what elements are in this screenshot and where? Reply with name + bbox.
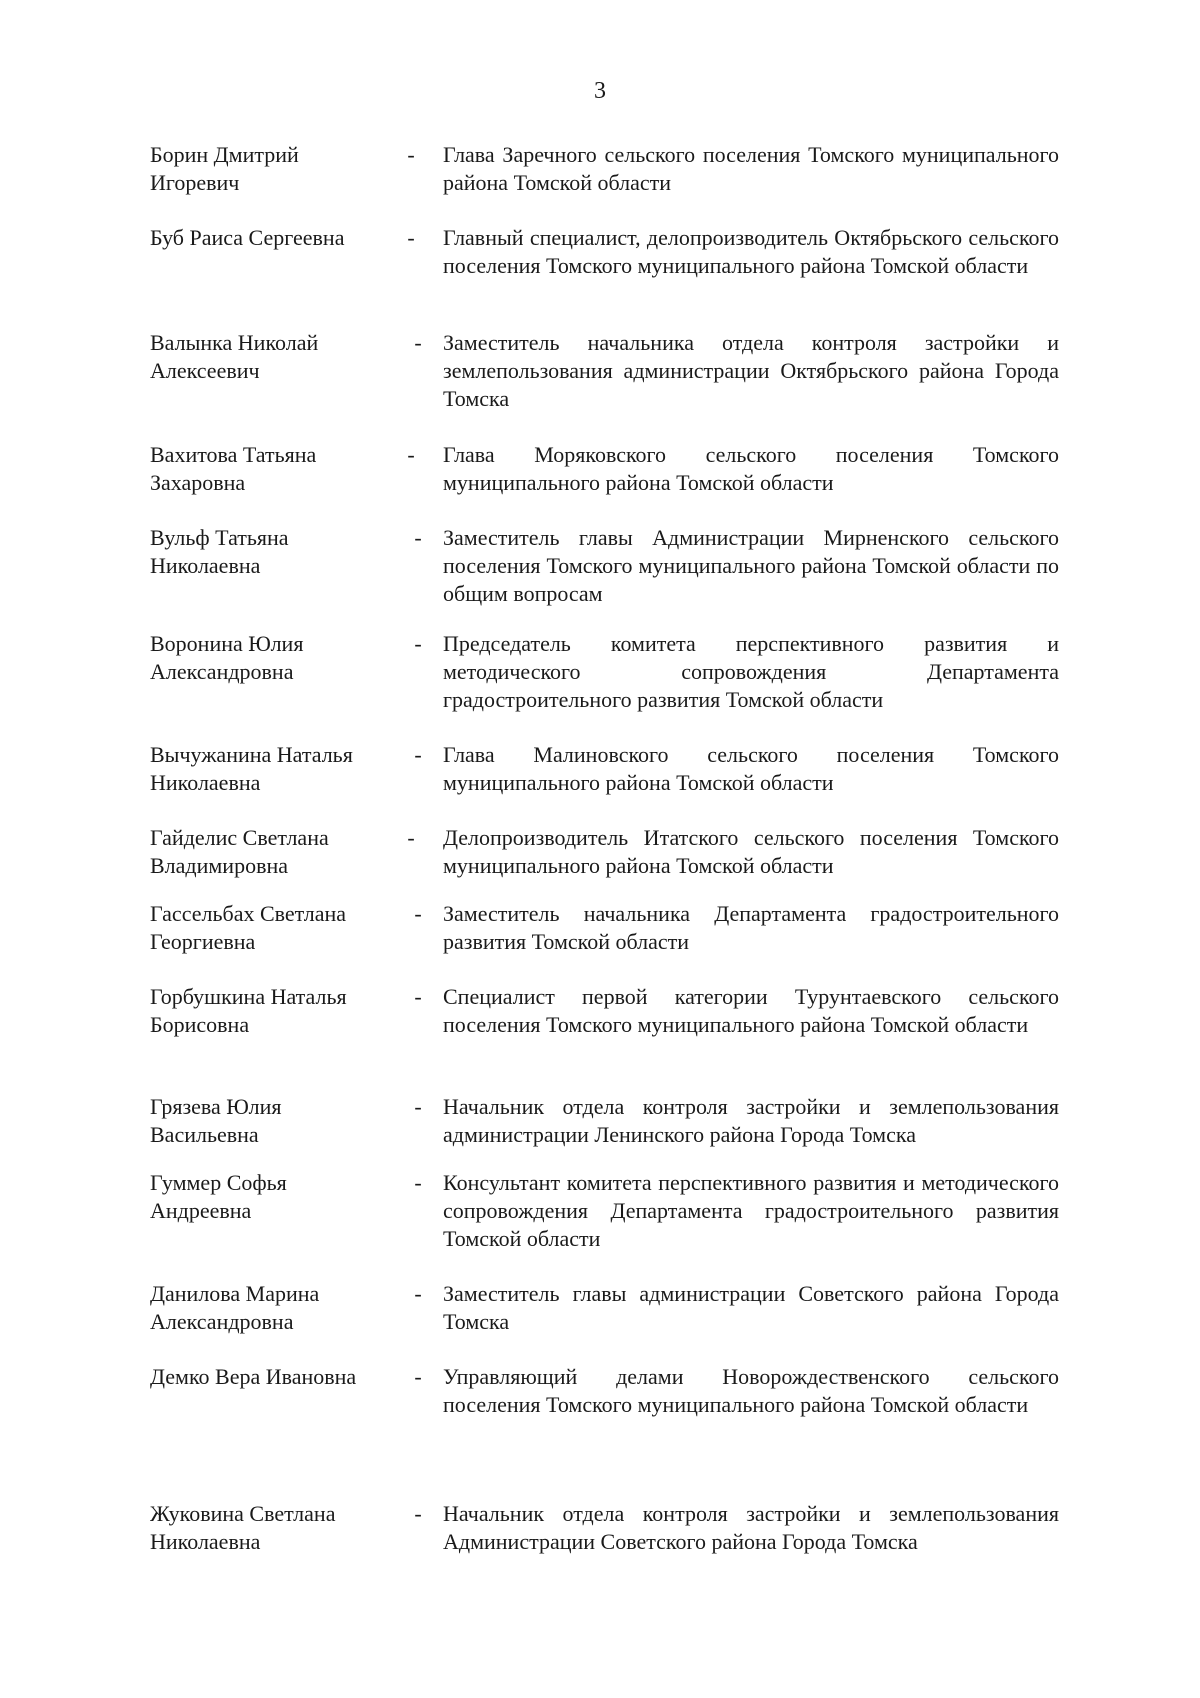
member-position: Главный специалист, делопроизводитель Октябрьского сельского поселения Томского муниципального района Томской области xyxy=(443,225,1059,278)
member-name: Гайделис Светлана Владимировна xyxy=(150,825,329,878)
member-name: Гуммер Софья Андреевна xyxy=(150,1170,287,1223)
member-position: Делопроизводитель Итатского сельского поселения Томского муниципального района Томской области xyxy=(443,825,1059,878)
member-name: Вульф Татьяна Николаевна xyxy=(150,525,289,578)
dash-separator: - xyxy=(414,525,422,550)
member-position: Заместитель главы Администрации Мирненского сельского поселения Томского муниципального района Томской области по общим вопросам xyxy=(443,525,1059,606)
member-name: Жуковина Светлана Николаевна xyxy=(150,1501,336,1554)
member-position: Глава Моряковского сельского поселения Томского муниципального района Томской области xyxy=(443,442,1059,495)
member-position: Заместитель главы администрации Советского района Города Томска xyxy=(443,1281,1059,1334)
dash-separator: - xyxy=(407,442,415,467)
member-position: Глава Заречного сельского поселения Томского муниципального района Томской области xyxy=(443,142,1059,195)
member-position: Председатель комитета перспективного развития и методического сопровождения Департамента градостроительного развития Томской области xyxy=(443,631,1059,712)
member-position: Заместитель начальника отдела контроля застройки и землепользования администрации Октябрьского района Города Томска xyxy=(443,330,1059,411)
member-name: Гассельбах Светлана Георгиевна xyxy=(150,901,347,954)
dash-separator: - xyxy=(414,984,422,1009)
member-position: Начальник отдела контроля застройки и землепользования администрации Ленинского района Города Томска xyxy=(443,1094,1059,1147)
member-name: Борин Дмитрий Игоревич xyxy=(150,142,299,195)
member-position: Заместитель начальника Департамента градостроительного развития Томской области xyxy=(443,901,1059,954)
member-position: Консультант комитета перспективного развития и методического сопровождения Департамента градостроительного развития Томской области xyxy=(443,1170,1059,1251)
member-position: Специалист первой категории Турунтаевского сельского поселения Томского муниципального района Томской области xyxy=(443,984,1059,1037)
dash-separator: - xyxy=(414,631,422,656)
member-name: Воронина Юлия Александровна xyxy=(150,631,304,684)
dash-separator: - xyxy=(407,825,415,850)
member-name: Горбушкина Наталья Борисовна xyxy=(150,984,347,1037)
dash-separator: - xyxy=(414,330,422,355)
dash-separator: - xyxy=(407,225,415,250)
dash-separator: - xyxy=(414,1501,422,1526)
member-name: Буб Раиса Сергеевна xyxy=(150,225,345,250)
page-number: 3 xyxy=(594,78,606,104)
dash-separator: - xyxy=(407,142,415,167)
member-name: Демко Вера Ивановна xyxy=(150,1364,357,1389)
member-name: Грязева Юлия Васильевна xyxy=(150,1094,282,1147)
member-name: Вахитова Татьяна Захаровна xyxy=(150,442,317,495)
dash-separator: - xyxy=(414,1170,422,1195)
dash-separator: - xyxy=(414,1281,422,1306)
dash-separator: - xyxy=(414,901,422,926)
member-position: Глава Малиновского сельского поселения Томского муниципального района Томской области xyxy=(443,742,1059,795)
dash-separator: - xyxy=(414,1364,422,1389)
member-name: Вычужанина Наталья Николаевна xyxy=(150,742,353,795)
member-name: Валынка Николай Алексеевич xyxy=(150,330,319,383)
member-position: Начальник отдела контроля застройки и землепользования Администрации Советского района Города Томска xyxy=(443,1501,1059,1554)
dash-separator: - xyxy=(414,742,422,767)
dash-separator: - xyxy=(414,1094,422,1119)
member-position: Управляющий делами Новорождественского сельского поселения Томского муниципального района Томской области xyxy=(443,1364,1059,1417)
member-name: Данилова Марина Александровна xyxy=(150,1281,320,1334)
